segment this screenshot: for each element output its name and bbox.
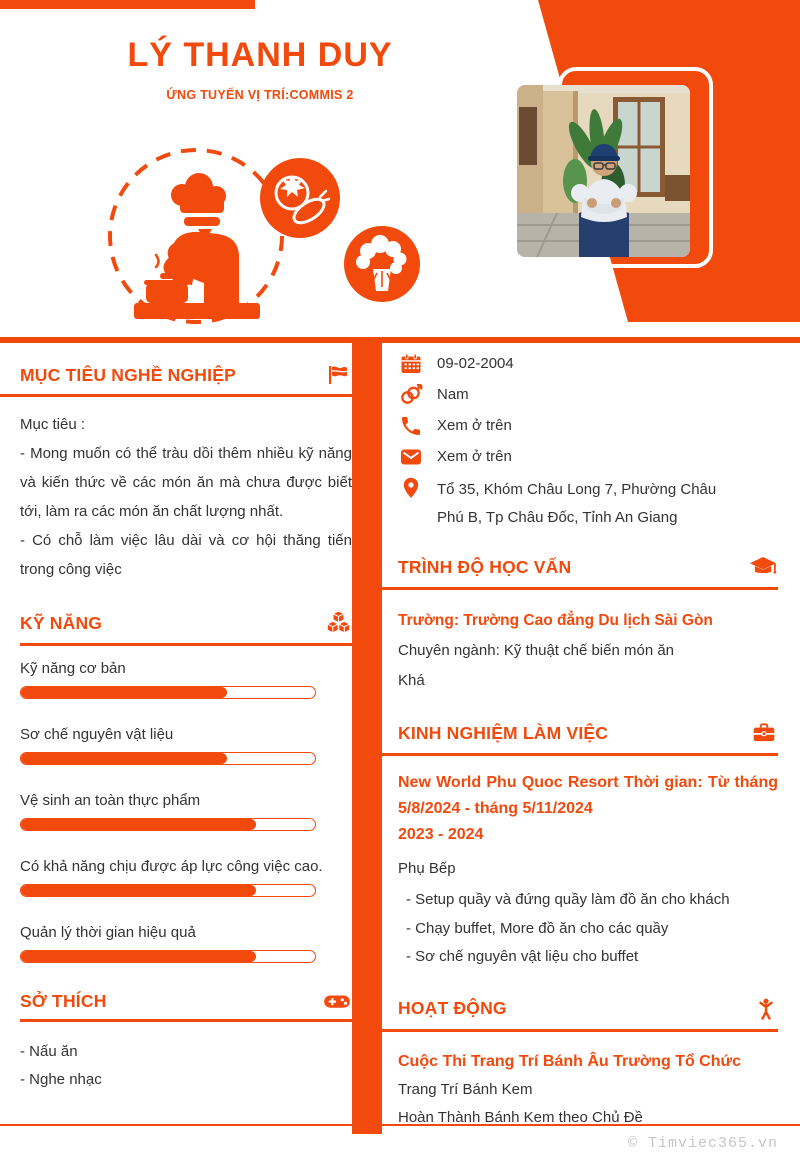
objective-title: MỤC TIÊU NGHỀ NGHIỆP (20, 364, 236, 385)
vertical-divider-bar (352, 337, 382, 1134)
experience-bullet: - Setup quầy và đứng quầy làm đồ ăn cho khách (406, 891, 730, 908)
objective-paragraph: - Có chỗ làm việc lâu dài và cơ hội thăng tiến trong công việc (20, 532, 352, 578)
broccoli-icon (344, 226, 420, 302)
experience-years: 2023 - 2024 (398, 826, 484, 843)
activity-line: Hoàn Thành Bánh Kem theo Chủ Đề (398, 1108, 643, 1126)
section-experience (398, 720, 778, 972)
skills-rule (20, 643, 352, 646)
chef-icon (134, 173, 260, 319)
education-school: Trường: Trường Cao đẳng Du lịch Sài Gòn (398, 612, 713, 629)
skill-label: Có khả năng chịu được áp lực công việc cao. (20, 858, 323, 875)
section-skills (20, 610, 352, 963)
skill-item (20, 726, 352, 765)
objective-paragraph: - Mong muốn có thể tràu dồi thêm nhiều kỹ năng và kiến thức về các món ăn mà chưa được biết tới, làm ra các món ăn chất lượng nhất. (20, 445, 352, 520)
experience-bullet: - Chạy buffet, More đồ ăn cho các quầy (406, 919, 669, 937)
activity-line: Trang Trí Bánh Kem (398, 1080, 533, 1098)
info-row-phone (398, 414, 778, 438)
section-objective (20, 363, 352, 584)
education-title: TRÌNH ĐỘ HỌC VẤN (398, 556, 572, 577)
top-left-accent-bar (0, 0, 255, 9)
cubes-icon (325, 610, 352, 636)
experience-role: Phụ Bếp (398, 860, 456, 877)
skills-title: KỸ NĂNG (20, 612, 103, 633)
experience-rule (382, 753, 778, 756)
experience-bullets (398, 886, 778, 972)
hobbies-rule (20, 1019, 352, 1022)
skill-label: Sơ chế nguyên vật liệu (20, 726, 174, 743)
skill-bar (20, 752, 316, 765)
watermark: © Timviec365.vn (627, 1135, 778, 1152)
education-major: Chuyên ngành: Kỹ thuật chế biến món ăn (398, 642, 675, 659)
objective-intro: Mục tiêu : (20, 416, 86, 433)
objective-rule (0, 394, 352, 397)
vegetables-icon (260, 158, 340, 238)
activities-rule (382, 1029, 778, 1032)
address-line: Phú B, Tp Châu Đốc, Tỉnh An Giang (437, 509, 678, 526)
info-row-address (398, 476, 778, 532)
section-education (398, 554, 778, 696)
education-rule (382, 587, 778, 590)
gamepad-icon (322, 990, 352, 1012)
hobbies-title: SỞ THÍCH (20, 990, 107, 1011)
candidate-name: LÝ THANH DUY (127, 36, 393, 74)
profile-photo-illustration (517, 85, 690, 257)
activity-details (398, 1076, 778, 1132)
briefcase-icon (750, 720, 778, 746)
experience-bullet: - Sơ chế nguyên vật liệu cho buffet (406, 948, 639, 965)
location-icon (398, 476, 424, 500)
skill-item (20, 660, 352, 699)
personal-info-list (398, 352, 778, 532)
section-hobbies (20, 990, 352, 1094)
chef-illustration (100, 145, 430, 330)
skill-bar (20, 950, 316, 963)
phone-icon (398, 414, 424, 438)
skill-label: Vệ sinh an toàn thực phẩm (20, 792, 201, 809)
skill-item (20, 858, 352, 897)
section-activities (398, 996, 778, 1132)
right-column (398, 348, 778, 1132)
phone-value: Xem ở trên (437, 417, 512, 434)
skill-label: Kỹ năng cơ bản (20, 660, 126, 677)
birthday-value: 09-02-2004 (437, 355, 514, 372)
skill-item (20, 792, 352, 831)
info-row-birthday (398, 352, 778, 376)
activities-title: HOẠT ĐỘNG (398, 998, 507, 1018)
activity-event: Cuộc Thi Trang Trí Bánh Âu Trường Tổ Chức (398, 1052, 741, 1070)
profile-photo (517, 85, 690, 257)
applied-position: ỨNG TUYỂN VỊ TRÍ:COMMIS 2 (166, 88, 354, 102)
gender-icon (398, 383, 424, 407)
education-grade: Khá (398, 672, 425, 689)
skill-label: Quản lý thời gian hiệu quả (20, 924, 196, 941)
address-line: Tổ 35, Khóm Châu Long 7, Phường Châu (437, 481, 717, 498)
email-value: Xem ở trên (437, 448, 512, 465)
experience-company-period: New World Phu Quoc Resort Thời gian: Từ tháng 5/8/2024 - tháng 5/11/2024 (398, 774, 778, 817)
skill-bar (20, 818, 316, 831)
experience-title: KINH NGHIỆM LÀM VIỆC (398, 722, 609, 743)
mail-icon (398, 445, 424, 469)
calendar-icon (398, 352, 424, 376)
skill-item (20, 924, 352, 963)
info-row-gender (398, 383, 778, 407)
person-icon (754, 996, 778, 1022)
info-row-email (398, 445, 778, 469)
skill-bar (20, 686, 316, 699)
gender-value: Nam (437, 386, 469, 403)
left-column (20, 343, 352, 1094)
hobby-item: - Nghe nhạc (20, 1071, 102, 1088)
skill-bar (20, 884, 316, 897)
hobby-item: - Nấu ăn (20, 1043, 78, 1060)
graduation-cap-icon (748, 554, 778, 580)
flag-icon (324, 363, 352, 387)
